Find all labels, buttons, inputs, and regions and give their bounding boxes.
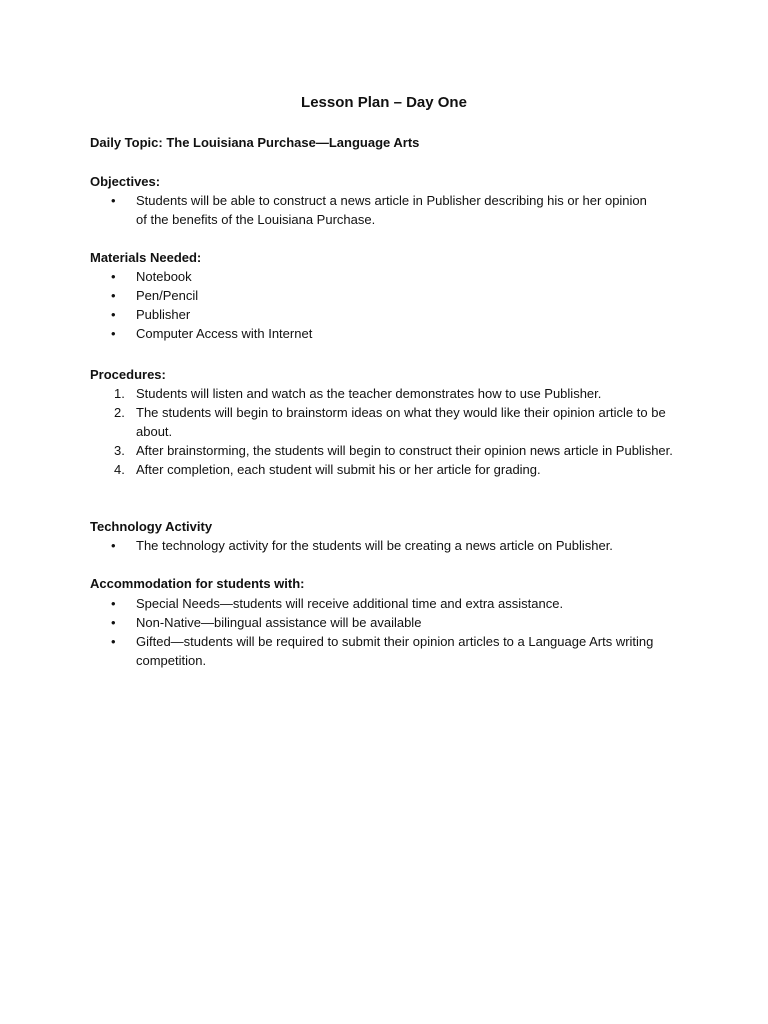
list-item-text: The students will begin to brainstorm ideas on what they would like their opinion article to be about. — [136, 405, 666, 439]
list-item-text: After brainstorming, the students will begin to construct their opinion news article in Publisher. — [136, 443, 673, 458]
list-item-text: Notebook — [136, 269, 192, 284]
list-item-text: Computer Access with Internet — [136, 326, 313, 341]
list-item — [90, 632, 680, 670]
list-item-text: The technology activity for the students will be creating a news article on Publisher. — [136, 538, 613, 553]
daily-topic: Daily Topic: The Louisiana Purchase—Language Arts — [90, 135, 420, 150]
accommodation-list — [90, 594, 680, 670]
bullet-icon: • — [111, 193, 116, 208]
list-item-text: Students will be able to construct a news article in Publisher describing his or her opinion of the benefits of the Louisiana Purchase. — [136, 193, 647, 227]
bullet-icon: • — [111, 288, 116, 303]
list-number: 3. — [114, 443, 125, 458]
page-title: Lesson Plan – Day One — [301, 94, 467, 111]
objectives-list — [90, 191, 650, 229]
bullet-icon: • — [111, 596, 116, 611]
list-number: 4. — [114, 462, 125, 477]
list-item — [90, 536, 710, 555]
materials-heading: Materials Needed: — [90, 250, 202, 265]
list-item — [90, 441, 690, 460]
bullet-icon: • — [111, 307, 116, 322]
bullet-icon: • — [111, 634, 116, 649]
list-item-text: Special Needs—students will receive additional time and extra assistance. — [136, 596, 564, 611]
list-item — [90, 384, 690, 403]
list-item — [90, 594, 680, 613]
list-item — [90, 286, 690, 305]
procedures-list — [90, 384, 690, 479]
materials-list — [90, 267, 690, 343]
list-item-text: Gifted—students will be required to submit their opinion articles to a Language Arts writing competition. — [136, 634, 654, 668]
list-number: 1. — [114, 386, 125, 401]
list-item-text: Pen/Pencil — [136, 288, 199, 303]
bullet-icon: • — [111, 326, 116, 341]
list-item — [90, 324, 690, 343]
list-item — [90, 613, 680, 632]
objectives-heading: Objectives: — [90, 174, 161, 189]
list-item — [90, 267, 690, 286]
list-item — [90, 403, 690, 441]
technology-list — [90, 536, 710, 555]
list-item — [90, 191, 650, 229]
technology-heading: Technology Activity — [90, 519, 213, 534]
list-item-text: Students will listen and watch as the teacher demonstrates how to use Publisher. — [136, 386, 602, 401]
bullet-icon: • — [111, 269, 116, 284]
procedures-heading: Procedures: — [90, 367, 166, 382]
bullet-icon: • — [111, 615, 116, 630]
list-item — [90, 305, 690, 324]
list-item-text: Non-Native—bilingual assistance will be available — [136, 615, 422, 630]
list-item — [90, 460, 690, 479]
list-number: 2. — [114, 405, 125, 420]
list-item-text: Publisher — [136, 307, 191, 322]
bullet-icon: • — [111, 538, 116, 553]
accommodation-heading: Accommodation for students with: — [90, 576, 305, 591]
list-item-text: After completion, each student will submit his or her article for grading. — [136, 462, 541, 477]
